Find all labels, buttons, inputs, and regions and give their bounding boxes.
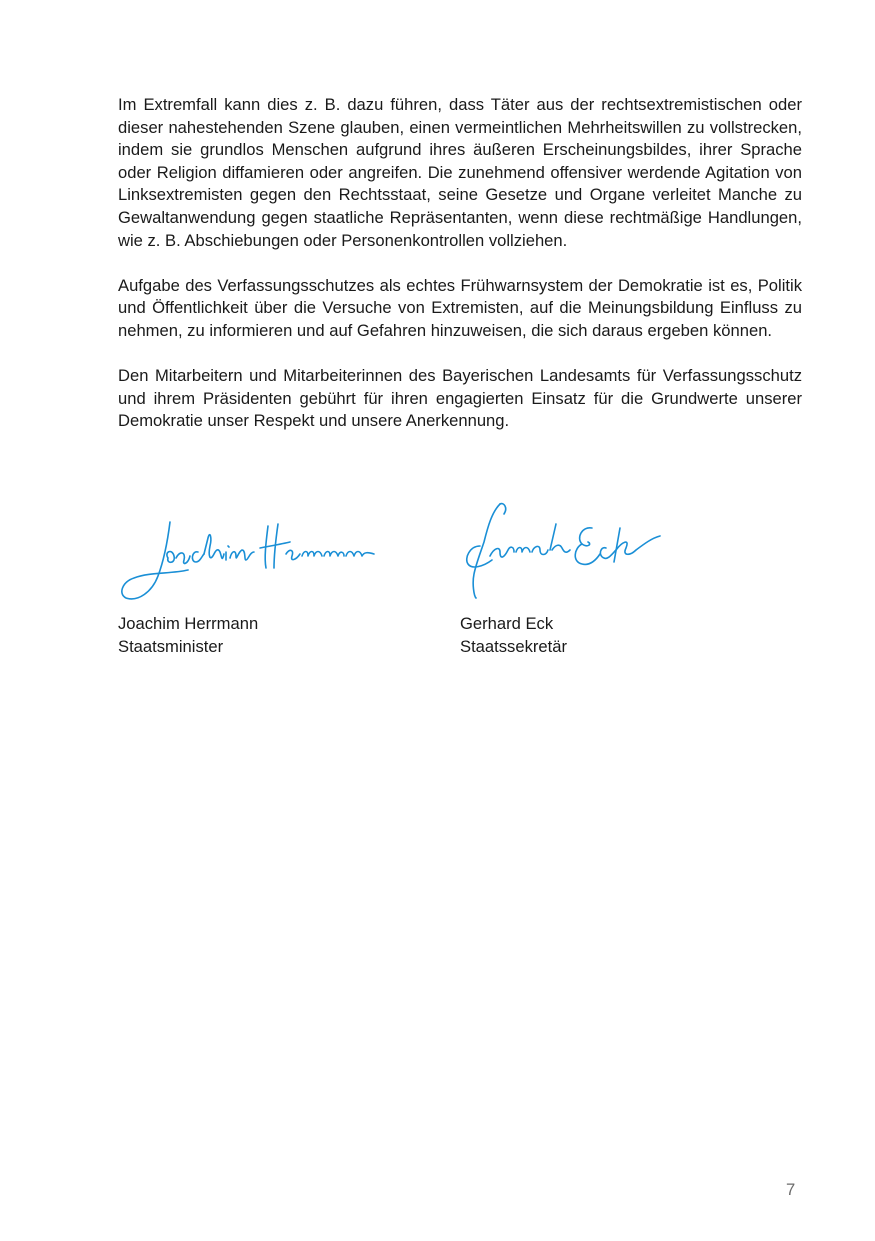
page-number: 7 xyxy=(786,1180,796,1199)
body-text xyxy=(118,94,802,433)
signature-section xyxy=(118,498,802,668)
signatory-title: Staatssekretär xyxy=(460,636,567,656)
handwritten-signature-eck xyxy=(460,498,680,608)
paragraph: Im Extremfall kann dies z. B. dazu führen, dass Täter aus der rechtsextremistischen oder dieser nahestehenden Szene glauben, einen vermeintlichen Mehrheitswillen zu vollstrecken, indem sie grundlos Menschen aufgrund ihres äußeren Erscheinungsbildes, ihrer Sprache oder Religion diffamieren oder angreifen. Die zunehmend offensiver werdende Agitation von Linksextremisten gegen den Rechtsstaat, seine Gesetze und Organe verleitet Manche zu Gewaltanwendung gegen staatliche Repräsentanten, wenn diese rechtmäßige Handlungen, wie z. B. Abschiebungen oder Personenkontrollen vollziehen. xyxy=(118,95,802,250)
signatory-herrmann xyxy=(118,498,418,658)
signatory-name: Joachim Herrmann xyxy=(118,614,259,633)
paragraph: Den Mitarbeitern und Mitarbeiterinnen des Bayerischen Landesamts für Verfassungsschutz und ihrem Präsidenten gebührt für ihren engagierten Einsatz für die Grundwerte unserer Demokratie unser Respekt und unsere Anerkennung. xyxy=(118,365,802,431)
signatory-eck xyxy=(460,498,760,658)
paragraph: Aufgabe des Verfassungsschutzes als echtes Frühwarnsystem der Demokratie ist es, Politik und Öffentlichkeit über die Versuche von Extremisten, auf die Meinungsbildung Einfluss zu nehmen, zu informieren und auf Gefahren hinzuweisen, die sich daraus ergeben können. xyxy=(118,275,802,340)
signatory-title: Staatsminister xyxy=(118,636,224,656)
handwritten-signature-herrmann xyxy=(118,498,388,608)
signatory-name: Gerhard Eck xyxy=(460,614,554,633)
